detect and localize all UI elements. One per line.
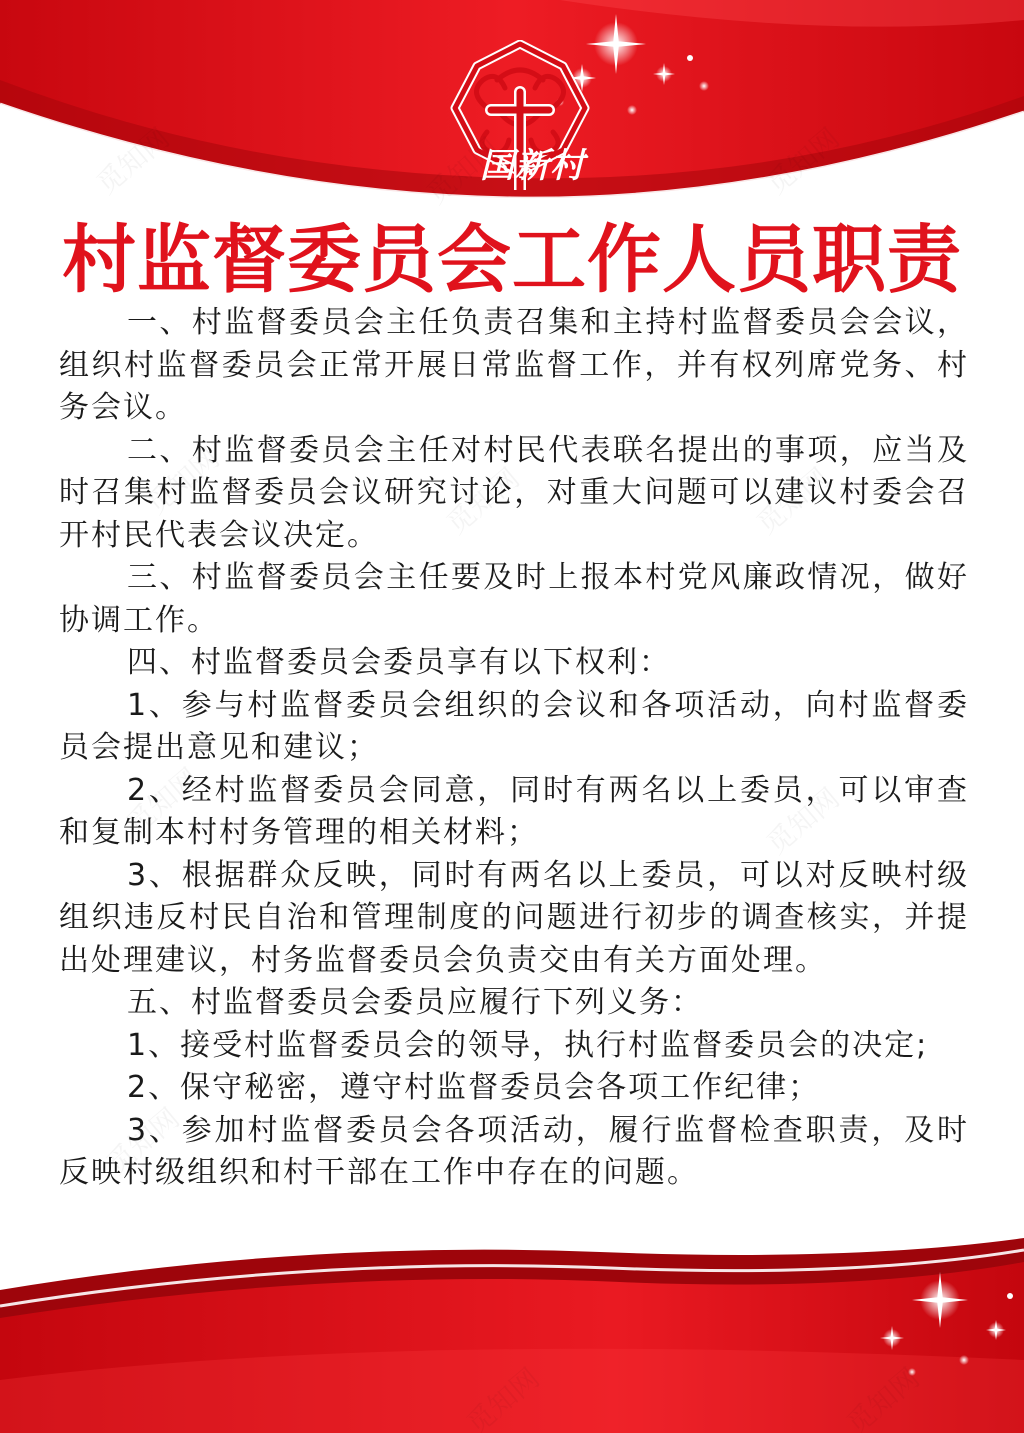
- paragraph-2: 二、村监督委员会主任对村民代表联名提出的事项，应当及时召集村监督委员会议研究讨论，对重大问题可以建议村委会召开村民代表会议决定。: [59, 432, 969, 553]
- logo-text: 国新村: [480, 146, 585, 186]
- paragraph-11: 3、参加村监督委员会各项活动，履行监督检查职责，及时反映村级组织和村干部在工作中存在的问题。: [59, 1112, 969, 1190]
- paragraph-1: 一、村监督委员会主任负责召集和主持村监督委员会会议，组织村监督委员会正常开展日常监督工作，并有权列席党务、村务会议。: [59, 305, 969, 425]
- paragraph-8: 五、村监督委员会委员应履行下列义务：: [127, 985, 703, 1020]
- paragraph-4: 四、村监督委员会委员享有以下权利：: [127, 645, 671, 680]
- paragraph-5: 1、参与村监督委员会组织的会议和各项活动，向村监督委员会提出意见和建议；: [59, 687, 969, 765]
- page-title: 村监督委员会工作人员职责: [62, 217, 962, 303]
- duties-body: [59, 302, 969, 1195]
- paragraph-9: 1、接受村监督委员会的领导，执行村监督委员会的决定;: [127, 1027, 929, 1063]
- paragraph-6: 2、经村监督委员会同意，同时有两名以上委员，可以审查和复制本村村务管理的相关材料；: [59, 772, 969, 850]
- paragraph-3: 三、村监督委员会主任要及时上报本村党风廉政情况，做好协调工作。: [59, 560, 969, 638]
- paragraph-7: 3、根据群众反映，同时有两名以上委员，可以对反映村级组织违反村民自治和管理制度的问题进行初步的调查核实，并提出处理建议，村务监督委员会负责交由有关方面处理。: [59, 857, 969, 978]
- paragraph-10: 2、保守秘密，遵守村监督委员会各项工作纪律；: [127, 1070, 821, 1105]
